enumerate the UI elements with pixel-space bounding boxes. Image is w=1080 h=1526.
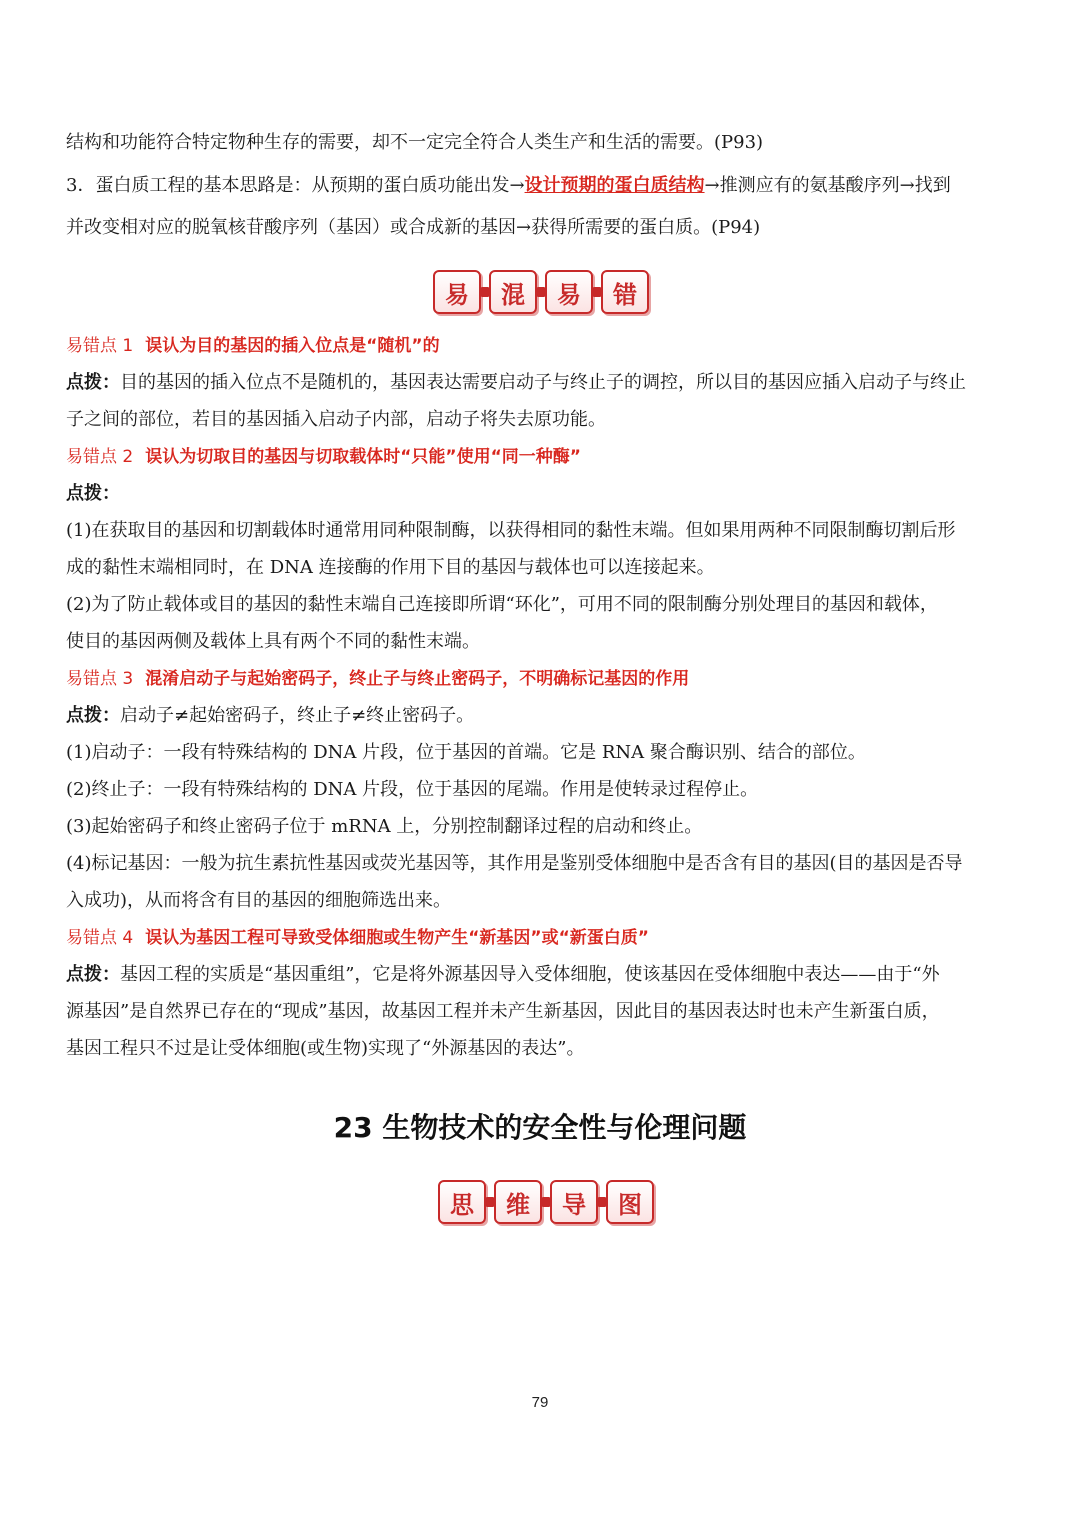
item-3-highlight: 设计预期的蛋白质结构	[524, 175, 705, 196]
error-1-hint-line-2: 子之间的部位，若目的基因插入启动子内部，启动子将失去原功能。	[66, 409, 606, 430]
banner-tile: 图	[606, 1180, 654, 1224]
error-2-point-1a: (1)在获取目的基因和切割载体时通常用同种限制酶，以获得相同的黏性末端。但如果用两种不同限制酶切割后形	[66, 520, 956, 541]
banner-connector	[598, 1197, 606, 1207]
page-number: 79	[531, 1394, 549, 1411]
error-4-hint-line-2: 源基因”是自然界已存在的“现成”基因，故基因工程并未产生新基因，因此目的基因表达时也未产生新蛋白质，	[66, 1001, 940, 1022]
error-1-hint-line-1	[66, 371, 1026, 395]
error-title: 误认为基因工程可导致受体细胞或生物产生“新基因”或“新蛋白质”	[145, 928, 649, 948]
banner-tile: 易	[433, 270, 481, 314]
error-heading-2	[66, 445, 1026, 469]
error-3-point-4a: (4)标记基因：一般为抗生素抗性基因或荧光基因等，其作用是鉴别受体细胞中是否含有目的基因(目的基因是否导	[66, 853, 963, 874]
banner-connector	[537, 287, 545, 297]
item-3-text-b: →推测应有的氨基酸序列→找到	[704, 175, 951, 196]
error-4-hint-line-3: 基因工程只不过是让受体细胞(或生物)实现了“外源基因的表达”。	[66, 1038, 585, 1059]
banner-tile: 思	[438, 1180, 486, 1224]
hint-label: 点拨：	[66, 705, 120, 726]
error-tag: 易错点 3	[66, 669, 134, 689]
banner-connector	[486, 1197, 494, 1207]
error-tag: 易错点 2	[66, 447, 134, 467]
hint-label: 点拨：	[66, 372, 120, 393]
error-2-hint-label	[66, 482, 1026, 506]
error-tag: 易错点 4	[66, 928, 134, 948]
error-title: 误认为切取目的基因与切取载体时“只能”使用“同一种酶”	[145, 447, 581, 467]
banner-tile: 混	[489, 270, 537, 314]
error-3-point-4b: 入成功)，从而将含有目的基因的细胞筛选出来。	[66, 890, 452, 911]
banner-connector	[593, 287, 601, 297]
item-3-text-a: 3．蛋白质工程的基本思路是：从预期的蛋白质功能出发→	[66, 175, 525, 196]
error-heading-3	[66, 667, 1026, 691]
item-3-line-2: 并改变相对应的脱氧核苷酸序列（基因）或合成新的基因→获得所需要的蛋白质。(P94)	[66, 217, 761, 238]
hint-label: 点拨：	[66, 964, 120, 985]
hint-text: 目的基因的插入位点不是随机的，基因表达需要启动子与终止子的调控，所以目的基因应插入启动子与终止	[120, 372, 966, 393]
hint-label: 点拨：	[66, 483, 120, 504]
banner-connector	[481, 287, 489, 297]
hint-text: 基因工程的实质是“基因重组”，它是将外源基因导入受体细胞，使该基因在受体细胞中表达——由于“外	[120, 964, 940, 985]
banner-siweidaotu	[438, 1180, 654, 1224]
intro-line-1: 结构和功能符合特定物种生存的需要，却不一定完全符合人类生产和生活的需要。(P93)	[66, 132, 764, 153]
banner-tile: 易	[545, 270, 593, 314]
error-2-point-1b: 成的黏性末端相同时，在 DNA 连接酶的作用下目的基因与载体也可以连接起来。	[66, 557, 715, 578]
banner-yihunyicuo	[433, 270, 649, 314]
item-3-line-1	[66, 174, 1026, 198]
error-3-hint-line	[66, 704, 1026, 728]
hint-text: 启动子≠起始密码子，终止子≠终止密码子。	[120, 705, 475, 726]
error-3-point-2: (2)终止子：一段有特殊结构的 DNA 片段，位于基因的尾端。作用是使转录过程停止。	[66, 779, 759, 800]
error-tag: 易错点 1	[66, 336, 134, 356]
banner-tile: 错	[601, 270, 649, 314]
error-heading-1	[66, 334, 1026, 358]
error-title: 混淆启动子与起始密码子，终止子与终止密码子，不明确标记基因的作用	[145, 669, 690, 689]
error-heading-4	[66, 926, 1026, 950]
error-title: 误认为目的基因的插入位点是“随机”的	[145, 336, 440, 356]
error-2-point-2a: (2)为了防止载体或目的基因的黏性末端自己连接即所谓“环化”，可用不同的限制酶分别处理目的基因和载体，	[66, 594, 938, 615]
error-4-hint-line-1	[66, 963, 1026, 987]
error-3-point-1: (1)启动子：一段有特殊结构的 DNA 片段，位于基因的首端。它是 RNA 聚合酶识别、结合的部位。	[66, 742, 866, 763]
banner-tile: 维	[494, 1180, 542, 1224]
banner-tile: 导	[550, 1180, 598, 1224]
banner-connector	[542, 1197, 550, 1207]
section-title: 23 生物技术的安全性与伦理问题	[333, 1111, 747, 1144]
error-2-point-2b: 使目的基因两侧及载体上具有两个不同的黏性末端。	[66, 631, 480, 652]
error-3-point-3: (3)起始密码子和终止密码子位于 mRNA 上，分别控制翻译过程的启动和终止。	[66, 816, 703, 837]
